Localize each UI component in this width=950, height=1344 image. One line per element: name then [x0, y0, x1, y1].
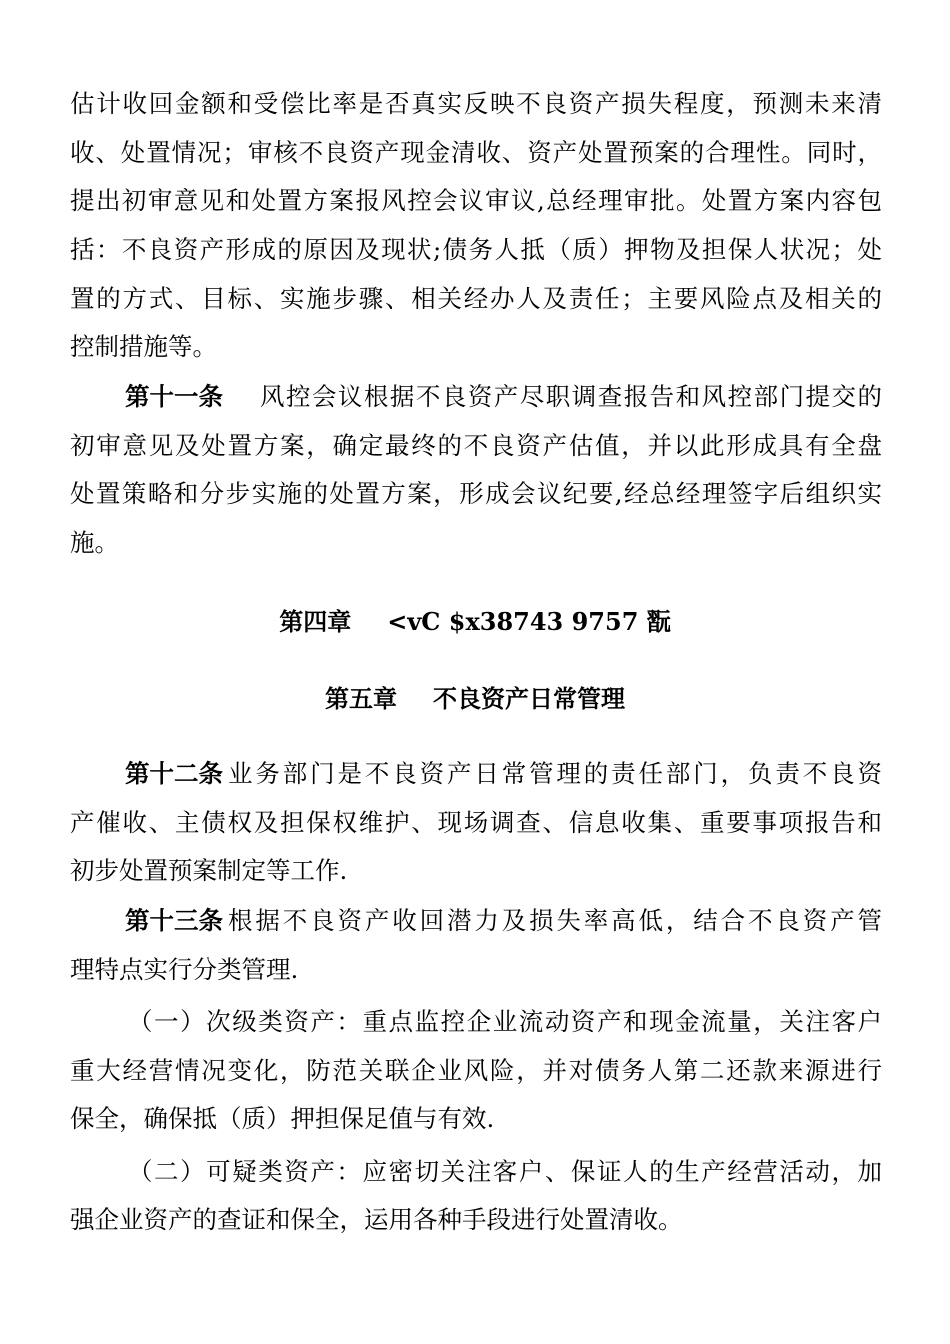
item-2-line: 强企业资产的查证和保全，运用各种手段进行处置清收。: [70, 1205, 683, 1234]
chapter-4-title: <vC $x38743 9757 翫: [387, 607, 671, 636]
item-2-line: （二）可疑类资产：应密切关注客户、保证人的生产经营活动，加: [128, 1157, 882, 1186]
article-13-line: 理特点实行分类管理.: [70, 955, 299, 984]
article-11-title: 第十一条: [125, 382, 223, 411]
item-1-line: 保全，确保抵（质）押担保足值与有效.: [70, 1104, 495, 1133]
chapter-5-label: 第五章: [325, 684, 397, 713]
paragraph-line: 括：不良资产形成的原因及现状;债务人抵（质）押物及担保人状况；处: [70, 235, 882, 264]
article-12-line: 产催收、主债权及担保权维护、现场调查、信息收集、重要事项报告和: [70, 808, 882, 837]
article-12-title: 第十二条: [125, 759, 223, 788]
article-13-title: 第十三条: [125, 906, 223, 935]
item-1-line: 重大经营情况变化，防范关联企业风险，并对债务人第二还款来源进行: [70, 1056, 882, 1085]
article-11-line: 处置策略和分步实施的处置方案，形成会议纪要,经总经理签字后组织实: [70, 479, 882, 508]
paragraph-line: 控制措施等。: [70, 332, 217, 361]
article-11-line: 风控会议根据不良资产尽职调查报告和风控部门提交的: [260, 382, 882, 411]
article-11-line: 施。: [70, 528, 119, 557]
article-11-line: 初审意见及处置方案，确定最终的不良资产估值，并以此形成具有全盘: [70, 431, 882, 460]
paragraph-line: 收、处置情况；审核不良资产现金清收、资产处置预案的合理性。同时，: [70, 138, 882, 167]
paragraph-line: 估计收回金额和受偿比率是否真实反映不良资产损失程度，预测未来清: [70, 89, 882, 118]
article-12-line: 初步处置预案制定等工作.: [70, 856, 348, 885]
article-12-line: 业务部门是不良资产日常管理的责任部门，负责不良资: [228, 759, 882, 788]
chapter-5-title: 不良资产日常管理: [433, 684, 625, 713]
article-13-line: 根据不良资产收回潜力及损失率高低，结合不良资产管: [228, 906, 882, 935]
chapter-4-heading: [0, 606, 950, 638]
paragraph-line: 置的方式、目标、实施步骤、相关经办人及责任；主要风险点及相关的: [70, 284, 882, 313]
chapter-5-heading: [0, 683, 950, 715]
paragraph-line: 提出初审意见和处置方案报风控会议审议,总经理审批。处置方案内容包: [70, 186, 882, 215]
chapter-4-label: 第四章: [279, 607, 352, 636]
item-1-line: （一）次级类资产：重点监控企业流动资产和现金流量，关注客户: [128, 1007, 882, 1036]
